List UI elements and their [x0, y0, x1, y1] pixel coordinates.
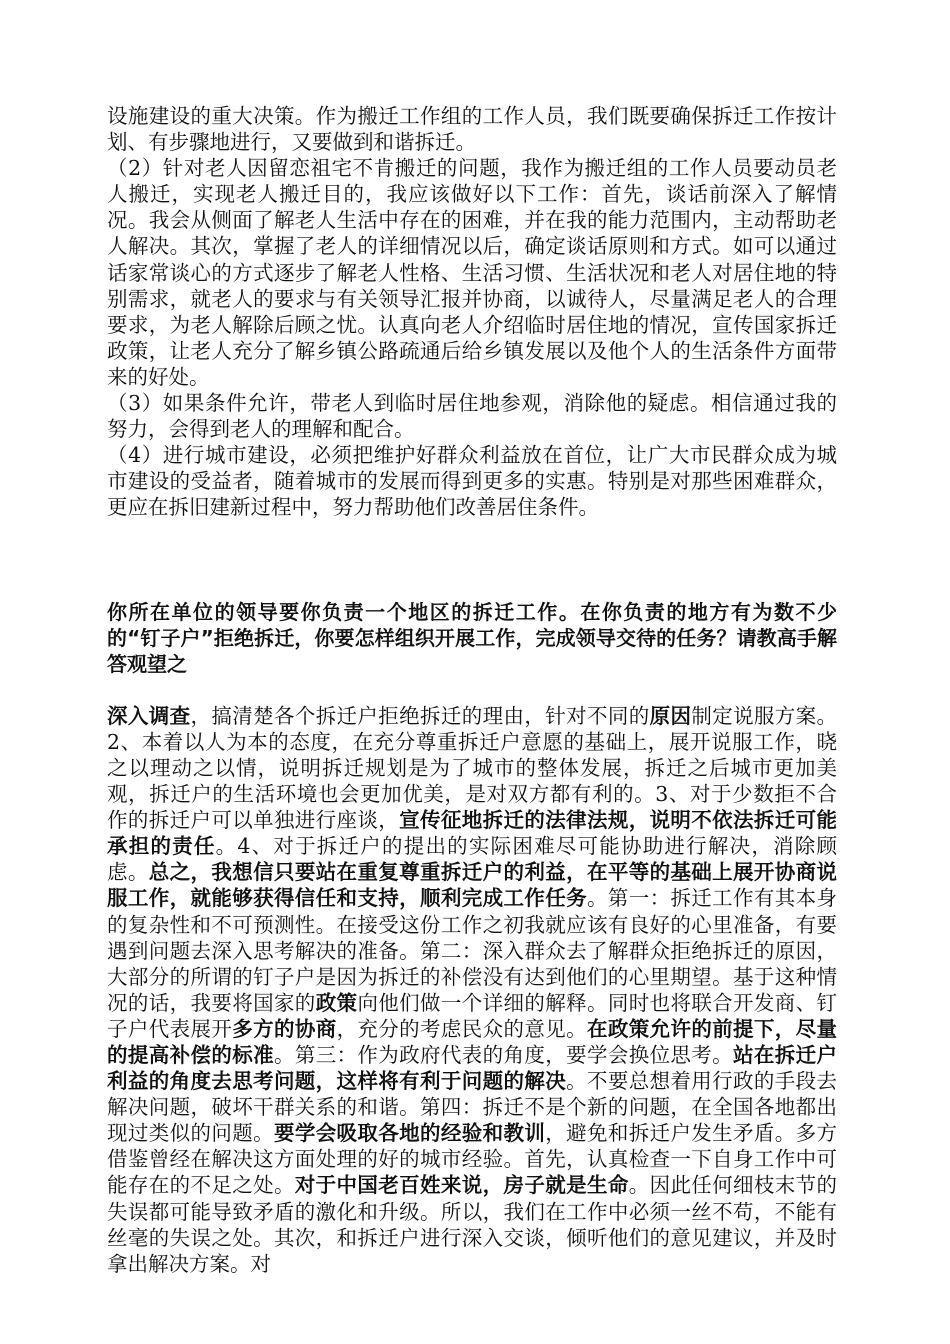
- answer-text-run: ，充分的考虑民众的意见。: [336, 1016, 587, 1041]
- answer-bold-run: 要学会吸取各地的经验和教训: [273, 1121, 546, 1146]
- answer-bold-run: 站在拆迁户利益的角度去思考问题，这样将有利于问题的解决: [107, 1043, 838, 1094]
- answer-bold-run: 总之，我想信只要站在重复尊重拆迁户的利益，在平等的基础上展开协商说服工作，就能够获得信任和支持，顺利完成工作任务: [107, 860, 838, 911]
- answer-bold-run: 宣传征地拆迁的法律法规，说明不依法拆迁可能承担的责任: [107, 808, 838, 859]
- answer-bold-run: 深入调查: [107, 703, 191, 728]
- answer-text-run: ，搞清楚各个拆迁户拒绝拆迁的理由，针对不同的: [190, 703, 650, 728]
- question-heading: 你所在单位的领导要你负责一个地区的拆迁工作。在你负责的地方有为数不少的“钉子户”拒绝拆迁，你要怎样组织开展工作，完成领导交待的任务？请教高手解答观望之: [107, 599, 837, 676]
- answer-text-run: 。4、对于拆迁户的提出的实际困难尽可能协助进行解决，消除顾虑。: [107, 834, 838, 885]
- paragraph-point-3: （3）如果条件允许，带老人到临时居住地参观，消除他的疑虑。相信通过我的努力，会得到老人的理解和配合。: [107, 391, 837, 442]
- document-page: [107, 103, 837, 1277]
- answer-paragraph: [107, 703, 837, 1277]
- answer-text-run: 。第一：拆迁工作有其本身的复杂性和不可预测性。在接受这份工作之初我就应该有良好的心里准备，有要遇到问题去深入思考解决的准备。第二：深入群众去了解群众拒绝拆迁的原因，大部分的所谓的钉子户是因为拆迁的补偿没有达到他们的心里期望。基于这种情况的话，我要将国家的: [107, 886, 838, 1015]
- paragraph-intro: 设施建设的重大决策。作为搬迁工作组的工作人员，我们既要确保拆迁工作按计划、有步骤地进行，又要做到和谐拆迁。: [107, 104, 837, 155]
- answer-bold-run: 对于中国老百姓来说，房子就是生命: [294, 1173, 629, 1198]
- answer-text-run: 制定说服方案。2、本着以人为本的态度，在充分尊重拆迁户意愿的基础上，展开说服工作，晓之以理动之以情，说明拆迁规划是为了城市的整体发展，拆迁之后城市更加美观，拆迁户的生活环境也会更加优美，是对双方都有利的。3、对于少数拒不合作的拆迁户可以单独进行座谈，: [107, 703, 838, 833]
- answer-text-run: 。不要总想着用行政的手段去解决问题，破坏干群关系的和谐。第四：拆迁不是个新的问题，在全国各地都出现过类似的问题。: [107, 1069, 838, 1146]
- answer-spacer: [107, 677, 837, 703]
- answer-text-run: 。因此任何细枝末节的失误都可能导致矛盾的激化和升级。所以，我们在工作中必须一丝不苟，不能有丝毫的失误之处。其次，和拆迁户进行深入交谈，倾听他们的意见建议，并及时拿出解决方案。对: [107, 1173, 838, 1276]
- paragraph-point-4: （4）进行城市建设，必须把维护好群众利益放在首位，让广大市民群众成为城市建设的受益者，随着城市的发展而得到更多的实惠。特别是对那些困难群众，更应在拆旧建新过程中，努力帮助他们改善居住条件。: [107, 443, 837, 520]
- answer-bold-run: 多方的协商: [232, 1016, 337, 1041]
- answer-text-run: 向他们做一个详细的解释。同时也将联合开发商、钉子户代表展开: [107, 990, 838, 1041]
- answer-text-run: ，避免和拆迁户发生矛盾。多方借鉴曾经在解决这方面处理的好的城市经验。首先，认真检查一下自身工作中可能存在的不足之处。: [107, 1121, 838, 1198]
- answer-bold-run: 原因: [649, 703, 692, 728]
- answer-bold-run: 在政策允许的前提下，尽量的提高补偿的标准: [107, 1016, 838, 1067]
- section-spacer: [107, 521, 837, 599]
- answer-bold-run: 政策: [315, 990, 358, 1015]
- paragraph-point-2: （2）针对老人因留恋祖宅不肯搬迁的问题，我作为搬迁组的工作人员要动员老人搬迁，实现老人搬迁目的，我应该做好以下工作：首先，谈话前深入了解情况。我会从侧面了解老人生活中存在的困难，并在我的能力范围内，主动帮助老人解决。其次，掌握了老人的详细情况以后，确定谈话原则和方式。如可以通过话家常谈心的方式逐步了解老人性格、生活习惯、生活状况和老人对居住地的特别需求，就老人的要求与有关领导汇报并协商，以诚待人，尽量满足老人的合理要求，为老人解除后顾之忧。认真向老人介绍临时居住地的情况，宣传国家拆迁政策，让老人充分了解乡镇公路疏通后给乡镇发展以及他个人的生活条件方面带来的好处。: [107, 156, 837, 389]
- answer-text-run: 。第三：作为政府代表的角度，要学会换位思考。: [273, 1043, 734, 1067]
